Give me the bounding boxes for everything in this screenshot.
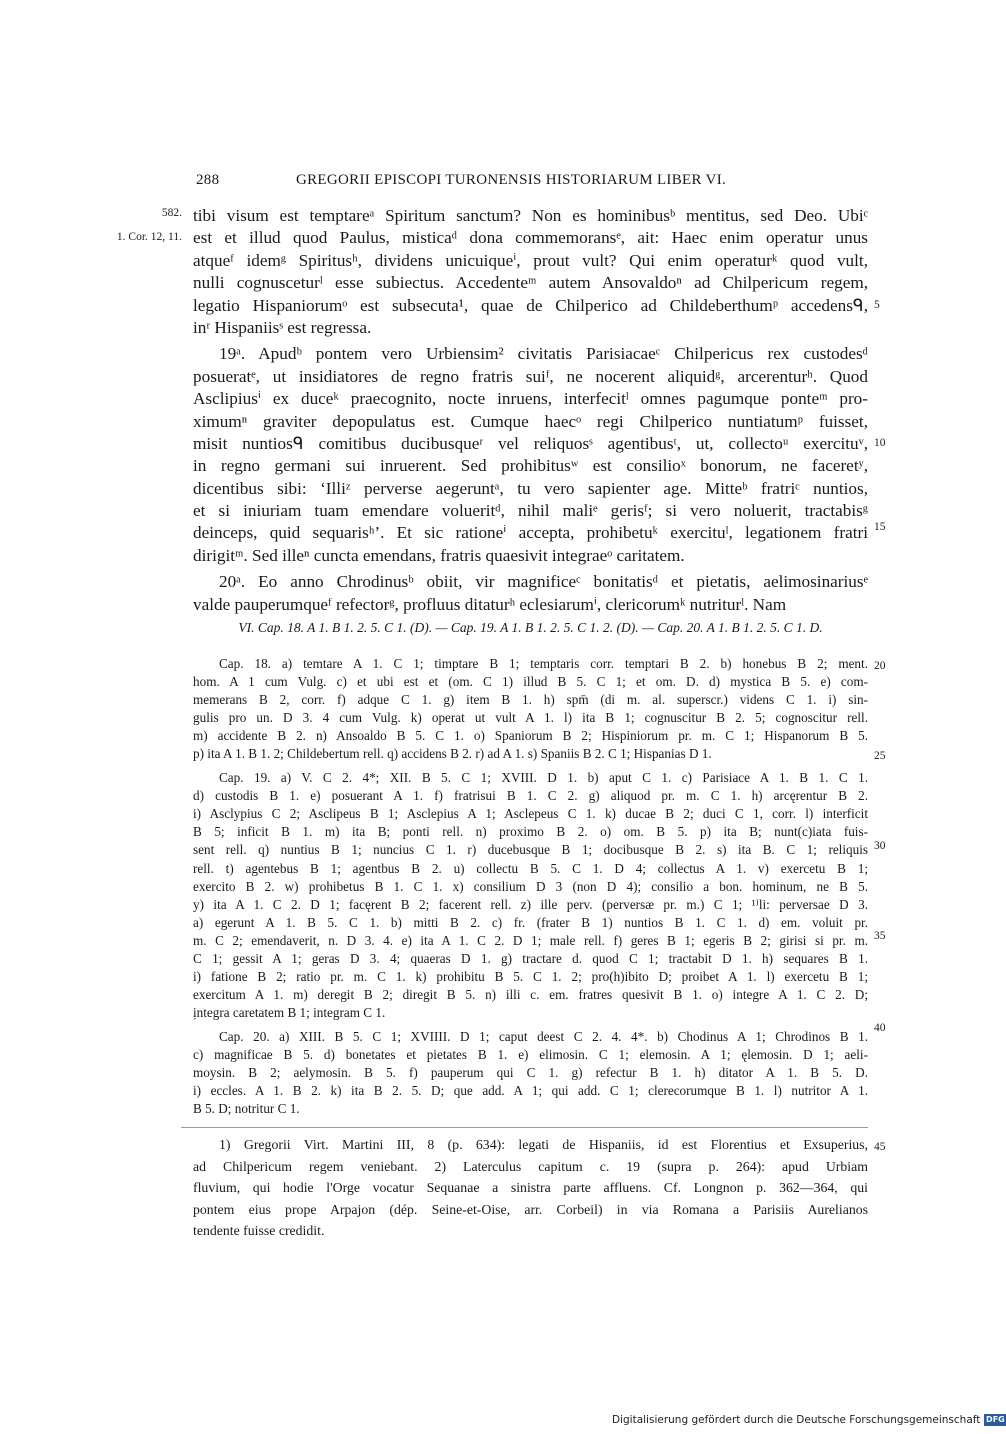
manuscript-sigla: VI. Cap. 18. A 1. B 1. 2. 5. C 1. (D). — Cap. 19. A 1. B 1. 2. 5. C 1. 2. (D). — Cap. 20. A 1. B 1. 2. 5. C 1. D. xyxy=(238,620,823,635)
text-line: gulis pro un. D 3. 4 cum Vulg. k) operat ut vult A 1. l) ita B 1; cognuscitur B 2. 5; cognoscitur rell. xyxy=(193,710,868,726)
text-line: exercito B 2. w) prohibetus B 1. C 1. x) consilium D 3 (non D 4); consilio a bon. hominum, ne B 5. xyxy=(193,878,868,894)
text-line: posueratᵉ, ut insidiatores de regno fratris suiᶠ, ne nocerent aliquidᵍ, arcerenturʰ. Quod xyxy=(193,366,868,386)
text-line: ad Chilpericum regem veniebant. 2) Laterculus capitum c. 19 (supra p. 264): apud Urbiam xyxy=(193,1158,868,1174)
text-line: rell. t) agentebus B 1; agentbus B 2. u) collectu B 5. C 1. D 4; collectus A 1. v) exercetu B 1; xyxy=(193,860,868,876)
text-line: a) egerunt A 1. B 5. C 1. b) mitti B 2. c) fr. (frater B 1) nuntios B 1. C 1. d) em. voluit pr. xyxy=(193,914,868,930)
text-line: m. C 2; emendaverit, n. D 3. 4. e) ita A 1. C 2. D 1; male rell. f) geres B 1; egeris B 2; girisi si pr. m. xyxy=(193,932,868,948)
line-number: 40 xyxy=(874,1022,886,1034)
text-line: fluvium, qui hodie l'Orge vocatur Sequanae a sinistra parte affluens. Cf. Longnon p. 362—364, qui xyxy=(193,1180,868,1196)
footnote-divider xyxy=(181,1127,868,1128)
text-line: moysin. B 2; aelymosin. B 5. f) pauperum qui C 1. g) refectur B 1. h) ditator A 1. B 5. D. xyxy=(193,1065,868,1081)
text-line: atqueᶠ idemᵍ Spiritusʰ, dividens unicuiqueⁱ, prout vult? Qui enim operaturᵏ quod vult, xyxy=(193,250,868,270)
text-line: dirigitᵐ. Sed illeⁿ cuncta emendans, fratris quaesivit integraeᵒ caritatem. xyxy=(193,545,685,565)
text-line: pontem eius prope Arpajon (dép. Seine-et-Oise, arr. Corbeil) in via Romana a Parisiis Aurelianos xyxy=(193,1201,868,1217)
text-line: valde pauperumqueᶠ refectorᵍ, profluus ditaturʰ eclesiarumⁱ, clericorumᵏ nutriturˡ. Nam xyxy=(193,594,787,614)
text-line: Cap. 18. a) temtare A 1. C 1; timptare B 1; temptaris corr. temptari B 2. b) honebus B 2; ment. xyxy=(219,656,868,671)
footnotes xyxy=(193,1134,868,1242)
text-line: misit nuntiosᑫ comitibus ducibusqueʳ vel reliquosˢ agentibusᵗ, ut, collectoᵘ exercituᵛ, xyxy=(193,433,868,453)
text-line: legatio Hispaniorumᵒ est subsecuta¹, quae de Chilperico ad Childeberthumᵖ accedensᑫ, xyxy=(193,295,868,315)
text-line: B 5; inficit B 1. m) ita B; ponti rell. n) proximo B 2. o) om. B 5. p) ita B; nunt(c)iata fuis- xyxy=(193,824,868,840)
text-line: c) magnificae B 5. d) bonetates et pietates B 1. e) elimosin. C 1; elemosin. A 1; ęlemosin. D 1; aeli- xyxy=(193,1046,868,1062)
text-line: est et illud quod Paulus, misticaᵈ dona commemoransᵉ, ait: Haec enim operatur unus xyxy=(193,228,868,248)
text-line: Asclipiusⁱ ex duceᵏ praecognito, nocte inruens, interfecitˡ omnes pagumque ponteᵐ pro- xyxy=(193,389,868,409)
margin-reference: 582. xyxy=(161,207,182,219)
text-line: 1) Gregorii Virt. Martini III, 8 (p. 634): legati de Hispaniis, id est Florentius et Exsuperius, xyxy=(219,1137,868,1152)
line-number: 45 xyxy=(874,1141,886,1153)
text-line: Cap. 20. a) XIII. B 5. C 1; XVIIII. D 1; caput deest C 2. 4. 4*. b) Chodinus A 1; Chrodinos B 1. xyxy=(219,1028,868,1044)
main-text xyxy=(193,205,868,616)
text-line: inʳ Hispaniisˢ est regressa. xyxy=(193,317,372,337)
text-line: exercitum A 1. m) deregit B 2; diregit B 5. n) illi c. em. fratres quesivit B 1. o) integre A 1. C 2. D; xyxy=(193,986,868,1002)
text-line: 20ᵃ. Eo anno Chrodinusᵇ obiit, vir magnificeᶜ bonitatisᵈ et pietatis, aelimosinariusᵉ xyxy=(219,572,868,592)
text-line: Cap. 19. a) V. C 2. 4*; XII. B 5. C 1; XVIII. D 1. b) aput C 1. c) Parisiace A 1. B 1. C 1. xyxy=(219,770,868,786)
margin-reference: 1. Cor. 12, 11. xyxy=(116,231,182,243)
line-number: 10 xyxy=(874,437,886,449)
text-line: et si iniuriam tuam emendare volueritᵈ, nihil maliᵉ gerisᶠ; si vero noluerit, tractabisᵍ xyxy=(193,501,868,521)
text-line: tibi visum est temptareᵃ Spiritum sanctum? Non es hominibusᵇ mentitus, sed Deo. Ubiᶜ xyxy=(193,206,868,225)
dfg-logo-icon: DFG xyxy=(986,1415,1005,1424)
text-line: memerans B 2, corr. f) adque C 1. g) item B 1. h) spm̄ (di m. al. superscr.) videns C 1. i) sin- xyxy=(193,692,868,708)
text-line: B 5. D; notritur C 1. xyxy=(193,1101,300,1117)
text-line: C 1; gessit A 1; geras D 3. 4; quaeras D 1. g) tractare d. quod C 1; tractabit D 1. h) sequares B 1. xyxy=(193,950,868,966)
text-line: ịntegra caretatem B 1; integram C 1. xyxy=(193,1004,386,1020)
credit-text: Digitalisierung gefördert durch die Deutsche Forschungsgemeinschaft xyxy=(612,1414,981,1426)
text-line: i) fatione B 2; ratio pr. m. C 1. k) prohibitu B 5. C 1. 2; pro(h)ibito D; proibet A 1. l) exercetu B 1; xyxy=(193,968,868,984)
text-line: i) Asclypius C 2; Asclipeus B 1; Asclepius A 1; Asclepeus C 1. k) ducae B 2; duci C 1, corr. l) interficit xyxy=(193,806,868,822)
text-line: y) ita A 1. C 2. D 1; facęrent B 2; facerent rell. z) ille perv. (perversæ pr. m.) C 1; ¹⁾li: perversae D 3. xyxy=(193,896,868,912)
text-line: i) eccles. A 1. B 2. k) ita B 2. 5. D; que add. A 1; qui add. C 1; clerecorumque B 1. l) nutritor A 1. xyxy=(193,1083,868,1099)
text-line: p) ita A 1. B 1. 2; Childebertum rell. q) accidens B 2. r) ad A 1. s) Spaniis B 2. C 1; Hispanias D 1. xyxy=(193,746,712,762)
text-line: m) accidente B 2. n) Ansoaldo B 5. C 1. o) Spaniorum B 2; Hispiniorum pr. m. C 1; Hispanorum B 5. xyxy=(193,728,868,744)
page-number: 288 xyxy=(196,172,220,188)
text-line: 19ᵃ. Apudᵇ pontem vero Urbiensim² civitatis Parisiacaeᶜ Chilpericus rex custodesᵈ xyxy=(219,344,868,364)
text-line: deinceps, quid sequarisʰ’. Et sic rationeⁱ accepta, prohibetuᵏ exercituˡ, legationem fratri xyxy=(193,523,868,543)
line-number: 5 xyxy=(874,299,880,311)
line-number: 15 xyxy=(874,521,886,533)
text-line: tendente fuisse credidit. xyxy=(193,1223,325,1239)
text-line: hom. A 1 cum Vulg. c) et ubi est et (om. C 1) illud B 5. C 1; et om. D. d) mystica B 5. e) com- xyxy=(193,674,868,690)
text-line: sent rell. q) nuntius B 1; nuncius C 1. r) ducebusque B 1; docibusque B 2. s) ita B. C 1; reliquis xyxy=(193,842,868,858)
text-line: in regno germani sui inruerent. Sed prohibitusʷ est consilioˣ bonorum, ne faceretʸ, xyxy=(193,456,868,476)
running-title: GREGORII EPISCOPI TURONENSIS HISTORIARUM LIBER VI. xyxy=(296,172,727,188)
text-line: dicentibus sibi: ‘Illiᶻ perverse aegeruntᵃ, tu vero sapienter age. Mitteᵇ fratriᶜ nuntios, xyxy=(193,478,868,498)
text-line: nulli cognusceturˡ esse subiectus. Accedenteᵐ autem Ansovaldoⁿ ad Chilpericum regem, xyxy=(193,273,868,293)
line-number: 30 xyxy=(874,840,886,852)
line-number: 20 xyxy=(874,660,886,672)
line-number: 35 xyxy=(874,930,886,942)
text-line: ximumⁿ graviter depopulatus est. Cumque haecᵒ regi Chilperico nuntiatumᵖ fuisset, xyxy=(193,411,868,431)
text-line: d) custodis B 1. e) posuerant A 1. f) fratrisui B 1. C 2. g) aliquod pr. m. C 1. h) arcęrentur B 2. xyxy=(193,788,868,804)
line-number: 25 xyxy=(874,750,886,762)
critical-apparatus xyxy=(193,655,868,1118)
funding-credit xyxy=(612,1414,1006,1426)
